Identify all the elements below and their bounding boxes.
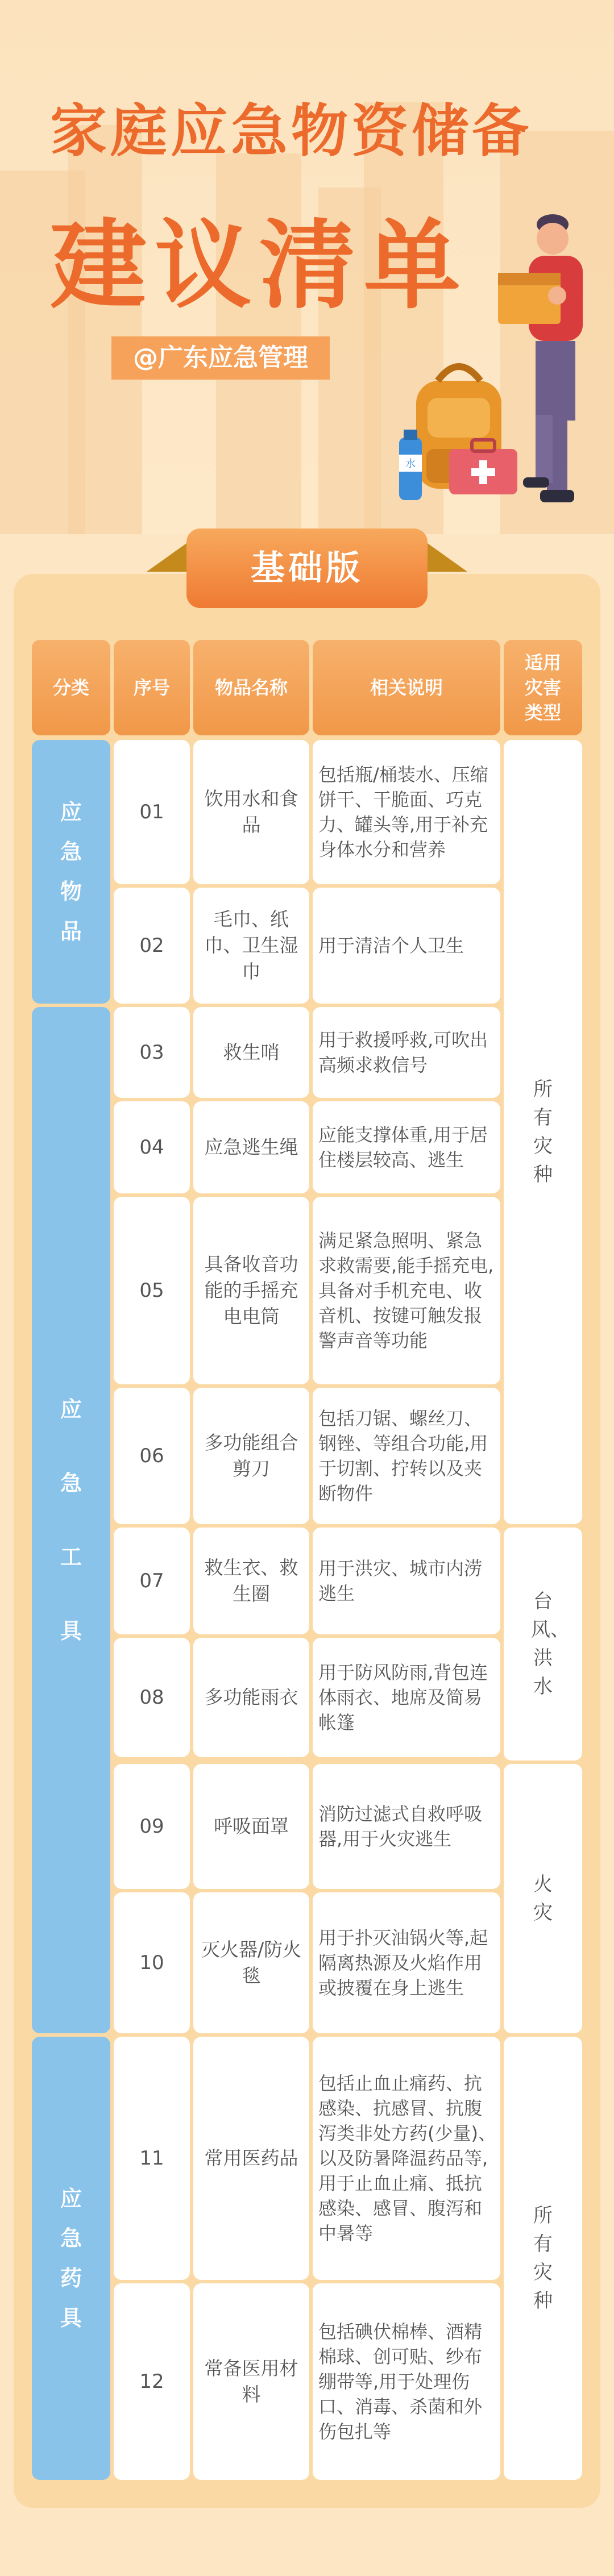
item-name-text: 救生哨 (223, 1041, 280, 1063)
item-number-text: 03 (139, 1041, 164, 1064)
category-label: 应急药具 (60, 2186, 82, 2331)
column-header-description: 相关说明 (313, 640, 500, 735)
item-name (193, 740, 309, 884)
item-description (313, 740, 500, 884)
item-description (313, 1892, 500, 2033)
item-number-text: 01 (139, 801, 164, 823)
ribbon-fold-right (428, 543, 467, 572)
item-number-text: 02 (139, 934, 164, 957)
disaster-label: 台风、洪水 (531, 1590, 570, 1698)
item-description (313, 1007, 500, 1098)
building-silhouette (68, 125, 142, 534)
disaster-label: 所有灾种 (533, 1078, 553, 1186)
item-description (313, 888, 500, 1004)
disaster-cell-typhoon-flood (504, 1528, 582, 1761)
item-number-text: 09 (139, 1815, 164, 1838)
item-description (313, 1197, 500, 1384)
column-header-item-name: 物品名称 (193, 640, 309, 735)
item-description-text: 包括止血止痛药、抗感染、抗感冒、抗腹泻类非处方药(少量)、以及防暑降温药品等,用于止血止痛、抵抗感染、感冒、腹泻和中暑等 (318, 2073, 496, 2244)
disaster-label: 火灾 (533, 1873, 553, 1924)
item-name-text: 多功能雨衣 (204, 1686, 298, 1708)
item-number (114, 1764, 190, 1889)
item-name (193, 888, 309, 1004)
item-description (313, 1764, 500, 1889)
item-number (114, 1892, 190, 2033)
item-name-text: 饮用水和食品 (204, 788, 298, 836)
disaster-cell-all (504, 740, 582, 1524)
item-name (193, 1892, 309, 2033)
item-name (193, 2283, 309, 2480)
item-name-text: 多功能组合剪刀 (204, 1431, 298, 1480)
item-description (313, 2037, 500, 2280)
item-description-text: 用于扑灭油锅火等,起隔离热源及火焰作用或披覆在身上逃生 (318, 1927, 488, 1999)
item-name (193, 1764, 309, 1889)
page-title: 家庭应急物资储备 (50, 98, 532, 164)
item-name-text: 应急逃生绳 (204, 1136, 298, 1158)
item-name-text: 常用医药品 (204, 2147, 298, 2169)
item-number (114, 1528, 190, 1634)
item-number-text: 04 (139, 1136, 164, 1159)
item-name (193, 1528, 309, 1634)
item-name (193, 1007, 309, 1098)
item-description-text: 包括瓶/桶装水、压缩饼干、干脆面、巧克力、罐头等,用于补充身体水分和营养 (318, 764, 488, 860)
category-label: 应急工具 (60, 1397, 82, 1643)
item-name-text: 呼吸面罩 (214, 1815, 289, 1837)
item-number (114, 2283, 190, 2480)
item-description-text: 消防过滤式自救呼吸器,用于火灾逃生 (318, 1803, 483, 1850)
item-name-text: 常备医用材料 (204, 2357, 298, 2406)
item-name (193, 1197, 309, 1384)
category-cell-emergency-medical (32, 2037, 110, 2480)
category-cell-emergency-tools (32, 1007, 110, 2033)
item-name (193, 1101, 309, 1193)
emergency-kit-illustration (387, 210, 603, 517)
item-name-text: 具备收音功能的手摇充电电筒 (204, 1253, 298, 1327)
item-description-text: 用于洪灾、城市内涝逃生 (318, 1558, 483, 1604)
column-header-category: 分类 (32, 640, 110, 735)
item-number-text: 08 (139, 1686, 164, 1709)
item-description (313, 2283, 500, 2480)
item-description-text: 包括刀锯、螺丝刀、钢锉、等组合功能,用于切割、拧转以及夹断物件 (318, 1408, 488, 1504)
item-name (193, 1388, 309, 1524)
item-description-text: 用于防风防雨,背包连体雨衣、地席及简易帐篷 (318, 1662, 488, 1733)
item-number-text: 12 (139, 2370, 164, 2393)
edition-tab: 基础版 (186, 528, 428, 608)
item-number (114, 2037, 190, 2280)
header-banner (0, 0, 614, 534)
item-description-text: 包括碘伏棉棒、酒精棉球、创可贴、纱布绷带等,用于处理伤口、消毒、杀菌和外伤包扎等 (318, 2321, 483, 2442)
disaster-cell-fire (504, 1764, 582, 2033)
item-number (114, 740, 190, 884)
category-cell-emergency-supplies (32, 740, 110, 1004)
item-name (193, 2037, 309, 2280)
category-label: 应急物品 (60, 800, 82, 944)
column-header-disaster-type: 适用灾害类型 (504, 640, 582, 735)
item-number (114, 888, 190, 1004)
item-name-text: 救生衣、救生圈 (204, 1557, 298, 1605)
item-number-text: 05 (139, 1279, 164, 1302)
item-description-text: 用于清洁个人卫生 (318, 935, 464, 956)
ribbon-fold-left (147, 543, 186, 572)
item-number-text: 06 (139, 1445, 164, 1467)
item-description-text: 满足紧急照明、紧急求救需要,能手摇充电,具备对手机充电、收音机、按键可触发报警声音等功能 (318, 1230, 494, 1351)
water-bottle-icon (399, 430, 422, 500)
item-number-text: 11 (139, 2147, 164, 2170)
item-name-text: 毛巾、纸巾、卫生湿巾 (204, 908, 298, 983)
disaster-cell-all (504, 2037, 582, 2480)
item-number-text: 07 (139, 1570, 164, 1592)
item-number (114, 1007, 190, 1098)
item-description-text: 用于救援呼救,可吹出高频求救信号 (318, 1029, 488, 1076)
item-description (313, 1528, 500, 1634)
item-name (193, 1638, 309, 1757)
page-subtitle: 建议清单 (50, 210, 469, 322)
item-description (313, 1388, 500, 1524)
item-name-text: 灭火器/防火毯 (201, 1938, 302, 1987)
disaster-label: 所有灾种 (533, 2204, 553, 2312)
item-description-text: 应能支撑体重,用于居住楼层较高、逃生 (318, 1124, 488, 1171)
item-number (114, 1638, 190, 1757)
item-number (114, 1197, 190, 1384)
item-description (313, 1101, 500, 1193)
item-number (114, 1388, 190, 1524)
publisher-handle: @广东应急管理 (111, 336, 330, 380)
item-number (114, 1101, 190, 1193)
svg-text:水: 水 (405, 458, 416, 470)
item-description (313, 1638, 500, 1757)
item-number-text: 10 (139, 1951, 164, 1974)
column-header-number: 序号 (114, 640, 190, 735)
